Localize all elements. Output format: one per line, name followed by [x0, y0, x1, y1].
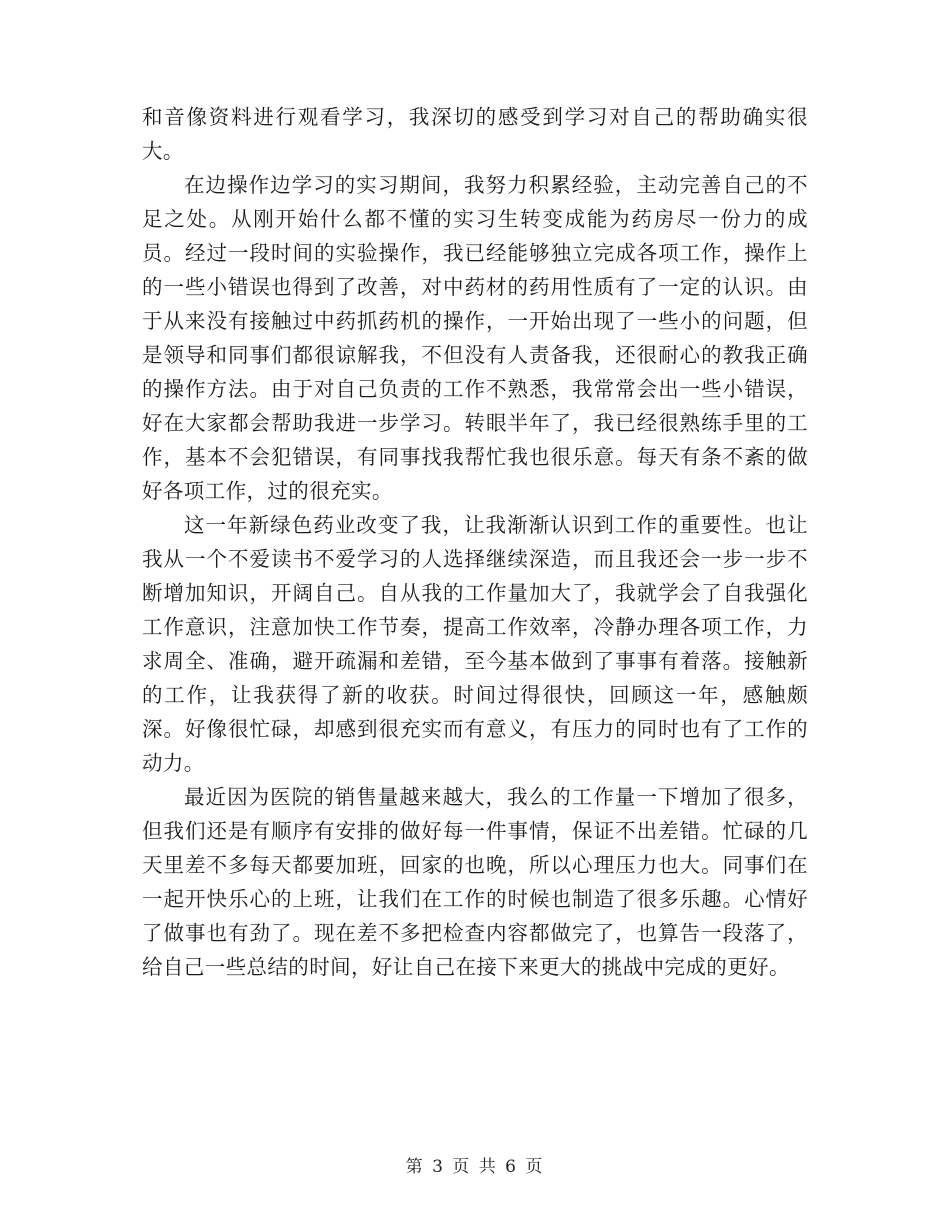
paragraph-internship: 在边操作边学习的实习期间，我努力积累经验，主动完善自己的不足之处。从刚开始什么都不懂的实习生转变成能为药房尽一份力的成员。经过一段时间的实验操作，我已经能够独立完成各项工作，操作上的一些小错误也得到了改善，对中药材的药用性质有了一定的认识。由于从来没有接触过中药抓药机的操作，一开始出现了一些小的问题，但是领导和同事们都很谅解我，不但没有人责备我，还很耐心的教我正确的操作方法。由于对自己负责的工作不熟悉，我常常会出一些小错误，好在大家都会帮助我进一步学习。转眼半年了，我已经很熟练手里的工作，基本不会犯错误，有同事找我帮忙我也很乐意。每天有条不紊的做好各项工作，过的很充实。	[142, 173, 808, 503]
page-number-footer: 第 3 页 共 6 页	[405, 1157, 545, 1177]
paragraph-recent-work: 最近因为医院的销售量越来越大，我么的工作量一下增加了很多，但我们还是有顺序有安排的做好每一件事情，保证不出差错。忙碌的几天里差不多每天都要加班，回家的也晚，所以心理压力也大。同事们在一起开快乐心的上班，让我们在工作的时候也制造了很多乐趣。心情好了做事也有劲了。现在差不多把检查内容都做完了，也算告一段落了，给自己一些总结的时间，好让自己在接下来更大的挑战中完成的更好。	[142, 785, 808, 979]
document-body	[142, 100, 808, 984]
paragraph-continued: 和音像资料进行观看学习，我深切的感受到学习对自己的帮助确实很大。	[142, 105, 808, 163]
paragraph-year-review: 这一年新绿色药业改变了我，让我渐渐认识到工作的重要性。也让我从一个不爱读书不爱学习的人选择继续深造，而且我还会一步一步不断增加知识，开阔自己。自从我的工作量加大了，我就学会了自我强化工作意识，注意加快工作节奏，提高工作效率，冷静办理各项工作，力求周全、准确，避开疏漏和差错，至今基本做到了事事有着落。接触新的工作，让我获得了新的收获。时间过得很快，回顾这一年，感触颇深。好像很忙碌，却感到很充实而有意义，有压力的同时也有了工作的动力。	[142, 513, 808, 775]
